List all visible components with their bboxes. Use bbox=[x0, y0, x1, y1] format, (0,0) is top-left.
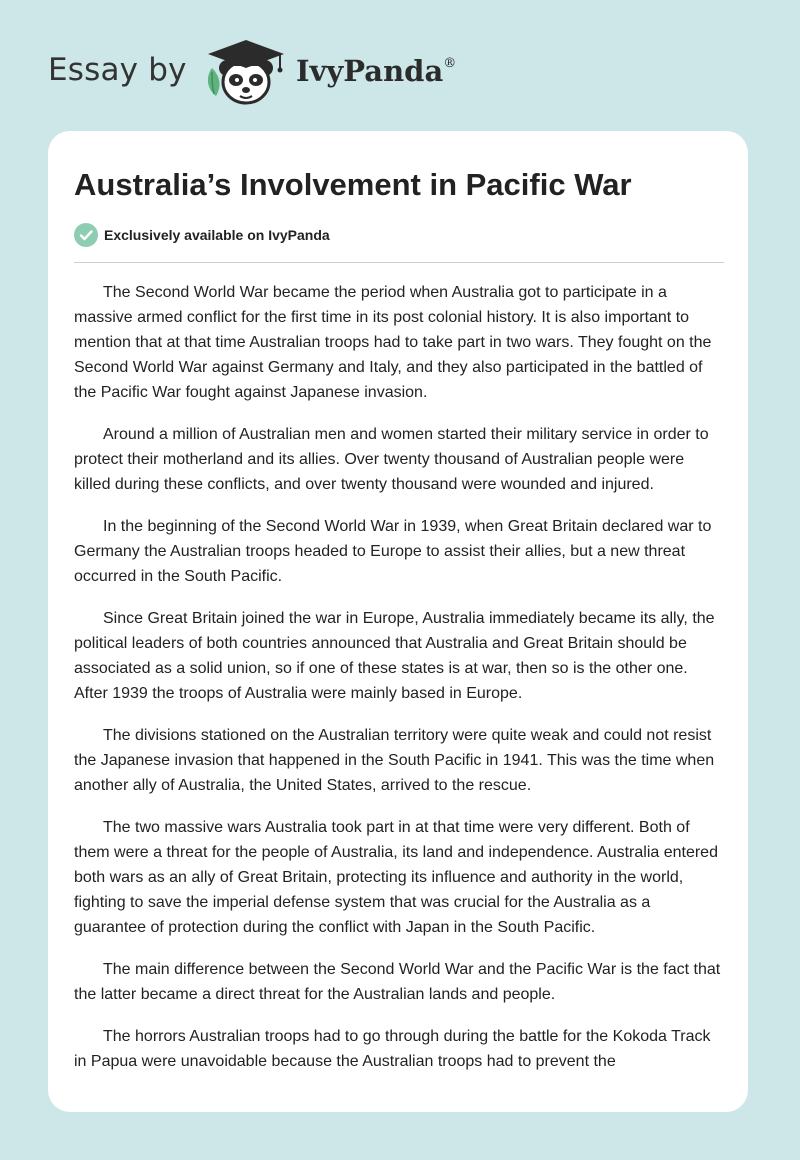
essay-card bbox=[48, 131, 748, 1112]
check-circle-icon bbox=[74, 223, 98, 247]
paragraph: The two massive wars Australia took part in at that time were very different. Both of them were a threat for the people of Australia, its land and independence. Australia entered both wars as an ally of Great Britain, protecting its influence and authority in the world, fighting to save the imperial defense system that was crucial for the Australia as a guarantee of protection during the conflict with Japan in the South Pacific. bbox=[74, 819, 718, 936]
essay-title: Australia’s Involvement in Pacific War bbox=[74, 167, 632, 202]
paragraph: Since Great Britain joined the war in Europe, Australia immediately became its ally, the political leaders of both countries announced that Australia and Great Britain should be associated as a solid union, so if one of these states is at war, then so is the other one. After 1939 the troops of Australia were mainly based in Europe. bbox=[74, 610, 715, 702]
exclusive-label: Exclusively available on IvyPanda bbox=[104, 227, 330, 243]
paragraph: In the beginning of the Second World War in 1939, when Great Britain declared war to Germany the Australian troops headed to Europe to assist their allies, but a new threat occurred in the South Pacific. bbox=[74, 518, 712, 585]
brand-name: IvyPanda® bbox=[296, 54, 457, 88]
title-divider bbox=[74, 262, 724, 263]
paragraph: Around a million of Australian men and women started their military service in order to protect their motherland and its allies. Over twenty thousand of Australian people were killed during these conflicts, and over twenty thousand were wounded and injured. bbox=[74, 426, 709, 493]
registered-mark: ® bbox=[443, 56, 457, 71]
essay-by-label: Essay by bbox=[48, 52, 187, 88]
paragraph: The horrors Australian troops had to go through during the battle for the Kokoda Track in Papua were unavoidable because the Australian troops had to prevent the bbox=[74, 1028, 711, 1070]
panda-logo-icon bbox=[200, 36, 292, 110]
paragraph: The main difference between the Second World War and the Pacific War is the fact that the latter became a direct threat for the Australian lands and people. bbox=[74, 961, 721, 1003]
paragraph: The Second World War became the period when Australia got to participate in a massive armed conflict for the first time in its post colonial history. It is also important to mention that at that time Australian troops had to take part in two wars. They fought on the Second World War against Germany and Italy, and they also participated in the battled of the Pacific War fought against Japanese invasion. bbox=[74, 284, 712, 401]
essay-body bbox=[74, 280, 724, 1091]
site-header bbox=[0, 0, 800, 130]
paragraph: The divisions stationed on the Australian territory were quite weak and could not resist the Japanese invasion that happened in the South Pacific in 1941. This was the time when another ally of Australia, the United States, arrived to the rescue. bbox=[74, 727, 715, 794]
exclusive-badge bbox=[74, 223, 330, 247]
